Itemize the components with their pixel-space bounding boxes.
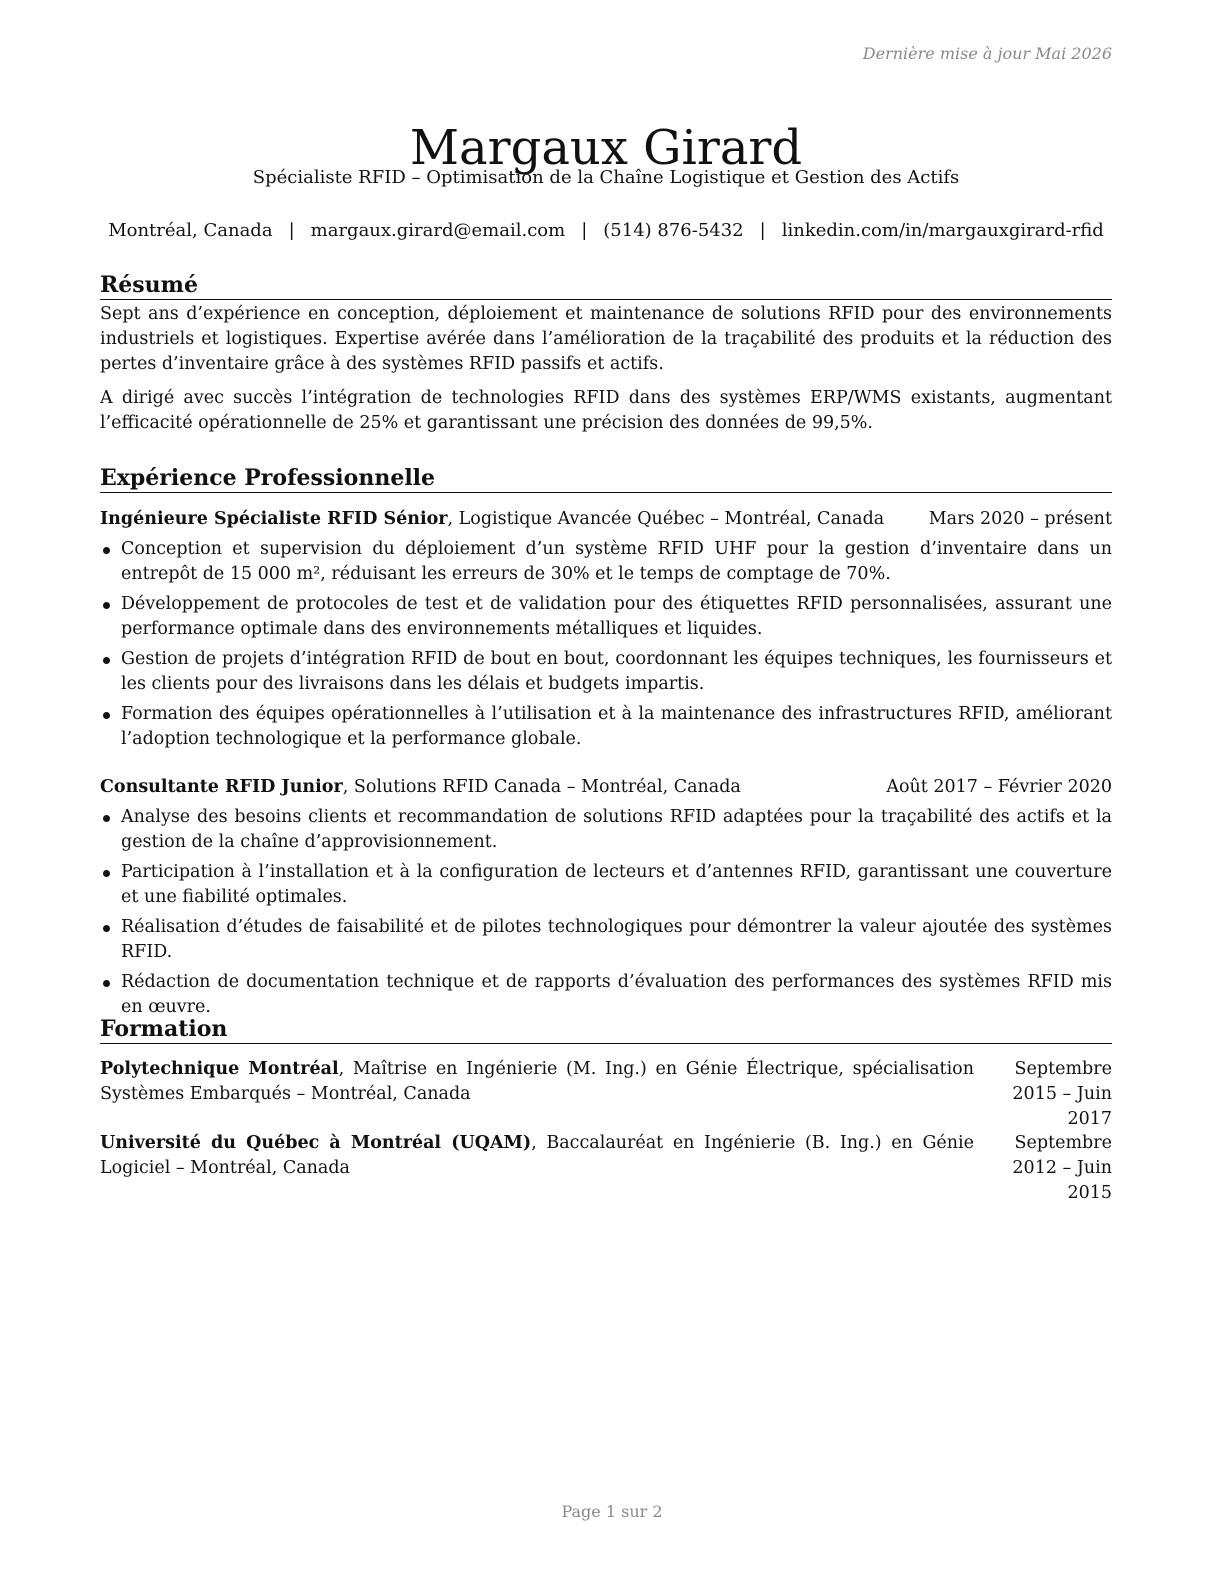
contact-separator: | — [759, 220, 766, 241]
contact-email[interactable]: margaux.girard@email.com — [310, 220, 566, 241]
job-bullets — [100, 537, 1112, 757]
education-school: Université du Québec à Montréal (UQAM) — [100, 1133, 532, 1153]
bullet-text: Réalisation d’études de faisabilité et de pilotes technologiques pour démontrer la valeur ajoutée des systèmes RFID. — [121, 917, 1112, 962]
job-dates: Mars 2020 – présent — [928, 509, 1112, 529]
bullet-icon — [103, 815, 110, 822]
candidate-name: Margaux Girard — [409, 120, 803, 177]
bullet-text: Conception et supervision du déploiement d’un système RFID UHF pour la gestion d’inventaire dans un entrepôt de 15 000 m², réduisant les erreurs de 30% et le temps de comptage de 70%. — [121, 539, 1112, 584]
education-text — [100, 1131, 974, 1181]
list-item — [100, 702, 1112, 752]
bullet-text: Participation à l’installation et à la configuration de lecteurs et d’antennes RFID, garantissant une couverture et une fiabilité optimales. — [121, 862, 1112, 907]
bullet-icon — [103, 980, 110, 987]
bullet-icon — [103, 602, 110, 609]
job-header — [100, 775, 1112, 800]
bullet-text: Gestion de projets d’intégration RFID de bout en bout, coordonnant les équipes techniques, les fournisseurs et les clients pour des livraisons dans les délais et budgets impartis. — [121, 649, 1112, 694]
education-detail: , Maîtrise en Ingénierie (M. Ing.) en Génie Électrique, spécialisation Systèmes Embarqués – Montréal, Canada — [100, 1059, 974, 1104]
bullet-icon — [103, 712, 110, 719]
resume-page — [100, 0, 1112, 1584]
contact-separator: | — [581, 220, 588, 241]
list-item — [100, 860, 1112, 910]
education-dates: Septembre 2012 – Juin 2015 — [1012, 1133, 1112, 1203]
education-text — [100, 1057, 974, 1107]
section-title-experience: Expérience Professionnelle — [100, 465, 1112, 493]
summary-paragraph: A dirigé avec succès l’intégration de technologies RFID dans des systèmes ERP/WMS existants, augmentant l’efficacité opérationnelle de 25% et garantissant une précision des données de 99,5%. — [100, 388, 1112, 433]
bullet-text: Rédaction de documentation technique et de rapports d’évaluation des performances des systèmes RFID mis en œuvre. — [121, 972, 1112, 1017]
list-item — [100, 915, 1112, 965]
job-company: , Logistique Avancée Québec – Montréal, Canada — [447, 509, 885, 529]
job-role: Consultante RFID Junior — [100, 777, 343, 797]
job-company: , Solutions RFID Canada – Montréal, Canada — [342, 777, 741, 797]
job-role: Ingénieure Spécialiste RFID Sénior — [100, 509, 448, 529]
list-item — [100, 537, 1112, 587]
list-item — [100, 647, 1112, 697]
education-school: Polytechnique Montréal — [100, 1059, 339, 1079]
job-dates: Août 2017 – Février 2020 — [886, 777, 1112, 797]
page-number: Page 1 sur 2 — [561, 1502, 663, 1521]
summary-paragraph: Sept ans d’expérience en conception, déploiement et maintenance de solutions RFID pour des environnements industriels et logistiques. Expertise avérée dans l’amélioration de la traçabilité des produits et la réduction des pertes d’inventaire grâce à des systèmes RFID passifs et actifs. — [100, 304, 1112, 374]
contact-linkedin[interactable]: linkedin.com/in/margauxgirard-rfid — [781, 220, 1104, 241]
contact-location: Montréal, Canada — [108, 220, 273, 241]
education-entry — [100, 1057, 1112, 1129]
list-item — [100, 970, 1112, 1020]
contact-phone: (514) 876-5432 — [603, 220, 744, 241]
job-header — [100, 507, 1112, 532]
last-updated: Dernière mise à jour Mai 2026 — [862, 44, 1112, 63]
contact-separator: | — [288, 220, 295, 241]
bullet-text: Développement de protocoles de test et de validation pour des étiquettes RFID personnalisées, assurant une performance optimale dans des environnements métalliques et liquides. — [121, 594, 1112, 639]
bullet-text: Analyse des besoins clients et recommandation de solutions RFID adaptées pour la traçabilité des actifs et la gestion de la chaîne d’approvisionnement. — [121, 807, 1112, 852]
tagline: Spécialiste RFID – Optimisation de la Chaîne Logistique et Gestion des Actifs — [252, 167, 960, 188]
section-title-education: Formation — [100, 1016, 1112, 1044]
education-entry — [100, 1131, 1112, 1203]
education-dates: Septembre 2015 – Juin 2017 — [1012, 1059, 1112, 1129]
job-bullets — [100, 805, 1112, 1025]
education-detail: , Baccalauréat en Ingénierie (B. Ing.) en Génie Logiciel – Montréal, Canada — [100, 1133, 975, 1178]
bullet-icon — [103, 925, 110, 932]
bullet-icon — [103, 870, 110, 877]
section-title-summary: Résumé — [100, 272, 1112, 300]
list-item — [100, 805, 1112, 855]
bullet-text: Formation des équipes opérationnelles à l’utilisation et à la maintenance des infrastructures RFID, améliorant l’adoption technologique et la performance globale. — [121, 704, 1112, 749]
contact-line — [100, 220, 1112, 241]
list-item — [100, 592, 1112, 642]
bullet-icon — [103, 547, 110, 554]
bullet-icon — [103, 657, 110, 664]
